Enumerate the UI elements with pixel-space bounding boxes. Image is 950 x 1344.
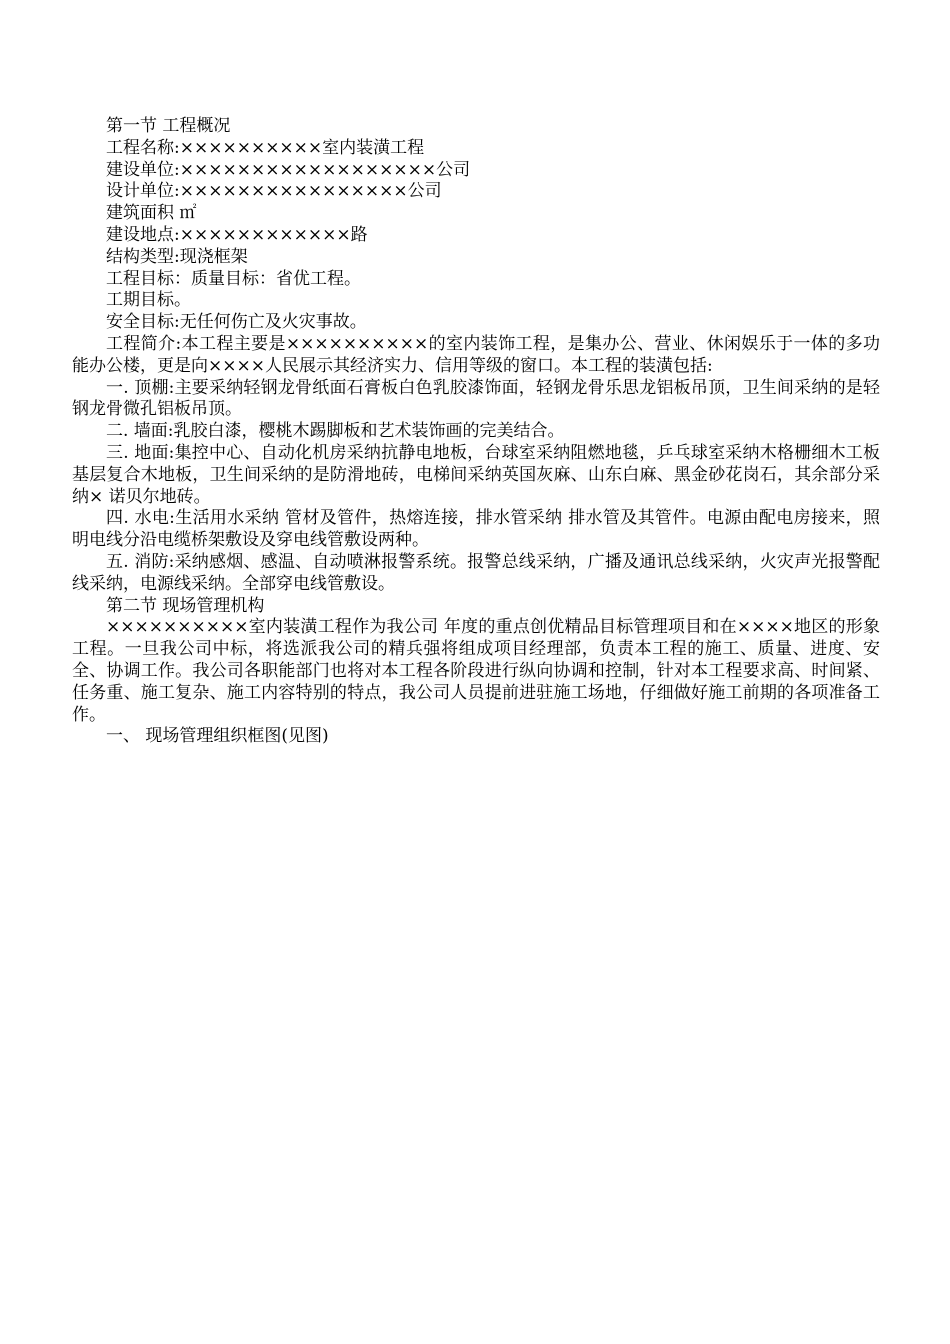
design-unit: 设计单位:××××××××××××××××公司: [106, 181, 442, 202]
org-chart-caption: 一、 现场管理组织框图(见图): [106, 726, 329, 747]
floor-item: 三. 地面:集控中心、自动化机房采纳抗静电地板，台球室采纳阻燃地毯，乒乓球室采纳木格栅细木工板基层复合木地板，卫生间采纳的是防滑地砖，电梯间采纳英国灰麻、山东白麻、黑金砂花岗石，其余部分采纳× 诺贝尔地砖。: [72, 442, 880, 507]
document-body: [72, 116, 880, 748]
management-paragraph: ××××××××××室内装潢工程作为我公司 年度的重点创优精品目标管理项目和在××××地区的形象工程。一旦我公司中标，将选派我公司的精兵强将组成项目经理部，负责本工程的施工、质量、进度、安全、协调工作。我公司各职能部门也将对本工程各阶段进行纵向协调和控制，针对本工程要求高、时间紧、任务重、施工复杂、施工内容特别的特点，我公司人员提前进驻施工场地，仔细做好施工前期的各项准备工作。: [72, 617, 880, 725]
wall-item: 二. 墙面:乳胶白漆，樱桃木踢脚板和艺术装饰画的完美结合。: [106, 421, 565, 442]
building-area: 建筑面积 ㎡: [106, 203, 197, 224]
fire-protection-item: 五. 消防:采纳感烟、感温、自动喷淋报警系统。报警总线采纳，广播及通讯总线采纳，火灾声光报警配线采纳，电源线采纳。全部穿电线管敷设。: [72, 551, 880, 594]
safety-target: 安全目标:无任何伤亡及火灾事故。: [106, 312, 367, 333]
construction-unit: 建设单位:××××××××××××××××××公司: [106, 159, 471, 180]
project-intro: 工程简介:本工程主要是××××××××××的室内装饰工程，是集办公、营业、休闲娱乐于一体的多功能办公楼，更是向××××人民展示其经济实力、信用等级的窗口。本工程的装潢包括:: [72, 333, 880, 376]
plumbing-electric-item: 四. 水电:生活用水采纳 管材及管件，热熔连接，排水管采纳 排水管及其管件。电源由配电房接来，照明电线分沿电缆桥架敷设及穿电线管敷设两种。: [72, 508, 880, 551]
schedule-target: 工期目标。: [106, 290, 191, 311]
structure-type: 结构类型:现浇框架: [106, 246, 248, 267]
section-heading-1: 第一节 工程概况: [106, 116, 231, 136]
project-name: 工程名称:××××××××××室内装潢工程: [106, 137, 425, 158]
ceiling-item: 一. 顶棚:主要采纳轻钢龙骨纸面石膏板白色乳胶漆饰面，轻钢龙骨乐思龙铝板吊顶，卫生间采纳的是轻钢龙骨微孔铝板吊顶。: [72, 377, 880, 420]
section-heading-2: 第二节 现场管理机构: [106, 595, 265, 616]
quality-target: 工程目标：质量目标：省优工程。: [106, 268, 361, 289]
construction-site: 建设地点:××××××××××××路: [106, 224, 368, 245]
